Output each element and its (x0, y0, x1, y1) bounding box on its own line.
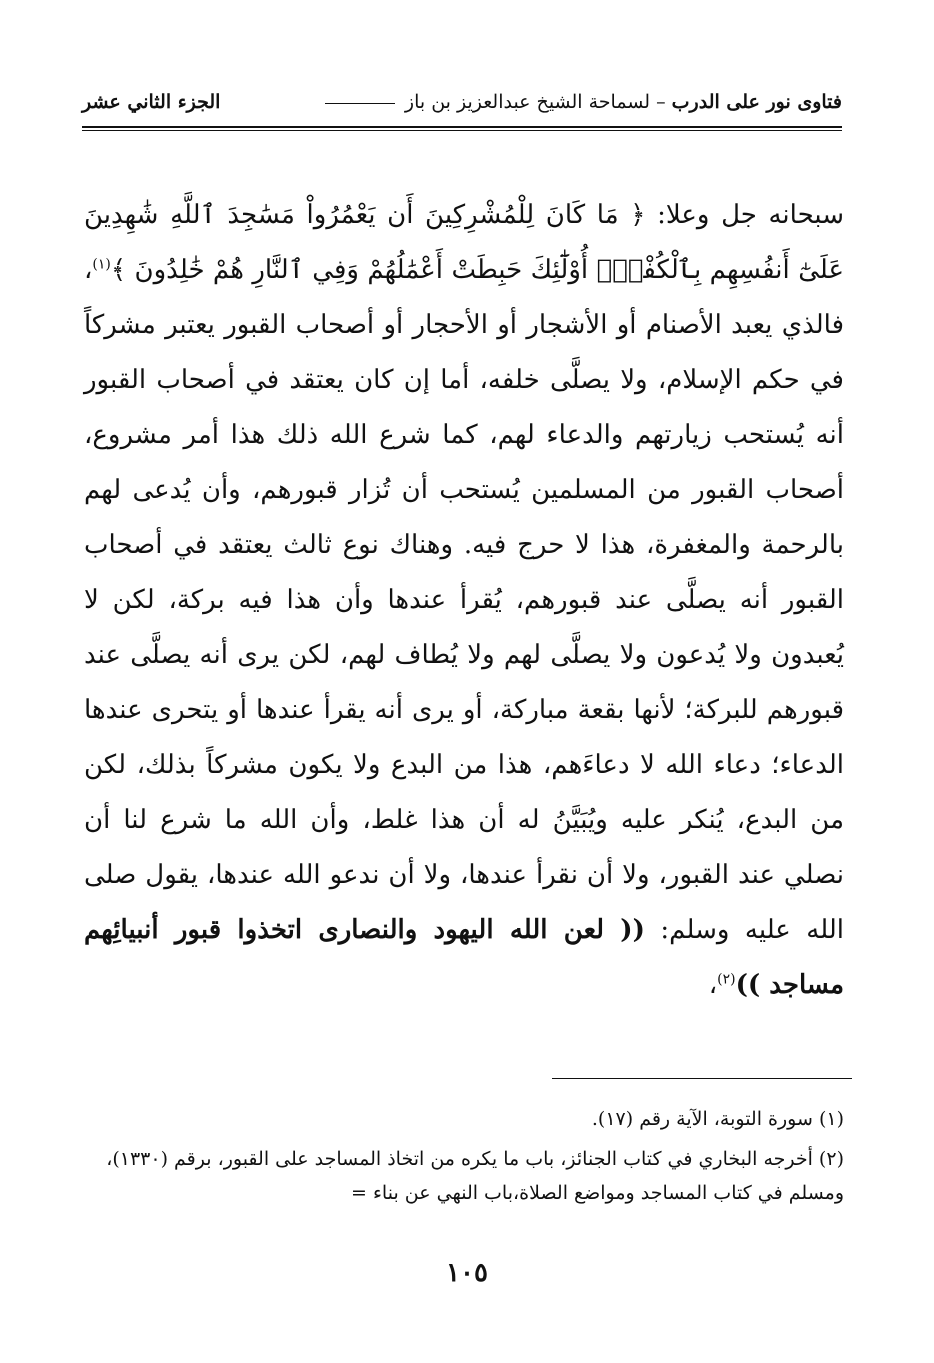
footnote-2: (٢) أخرجه البخاري في كتاب الجنائز، باب ما يكره من اتخاذ المساجد على القبور، برقم (١٣٣٠)، ومسلم في كتاب المساجد ومواضع الصلاة،باب النهي عن بناء = (106, 1148, 844, 1204)
header-rule (82, 126, 842, 128)
lead-text: سبحانه جل وعلا: (645, 200, 844, 230)
body-text: ، فالذي يعبد الأصنام أو الأشجار أو الأحجار أو أصحاب القبور يعتبر مشركاً في حكم الإسلام، ولا يصلَّى خلفه، أما إن كان يعتقد في أصحاب القبور أنه يُستحب زيارتهم والدعاء لهم، كما شرع الله ذلك هذا أمر مشروع، أصحاب القبور من المسلمين يُستحب أن تُزار قبورهم، وأن يُدعى لهم بالرحمة والمغفرة، هذا لا حرج فيه. وهناك نوع ثالث يعتقد في أصحاب القبور أنه يصلَّى عند قبورهم، يُقرأ عندها وأن هذا فيه بركة، لكن لا يُعبدون ولا يُدعون ولا يصلَّى لهم ولا يُطاف لهم، لكن يرى أنه يصلَّى عند قبورهم للبركة؛ لأنها بقعة مباركة، أو يرى أنه يقرأ عندها أو يتحرى عندها الدعاء؛ دعاء الله لا دعاءَهم، هذا من البدع ولا يكون مشركاً بذلك، لكن من البدع، يُنكر عليه ويُبَيَّنُ له أن هذا غلط، وأن الله ما شرع لنا أن نصلي عند القبور، ولا أن نقرأ عندها، ولا أن ندعو الله عندها، يقول صلى الله عليه وسلم: (84, 255, 844, 945)
hadith-quote: (( لعن الله اليهود والنصارى اتخذوا قبور أنبيائِهم مساجد )) (84, 915, 844, 1000)
footnote-rule (552, 1078, 852, 1079)
quran-verse: ﴿ مَا كَانَ لِلْمُشْرِكِينَ أَن يَعْمُرُواْ مَسَٰجِدَ ٱللَّهِ شَٰهِدِينَ عَلَىٰٓ أَنفُسِهِم بِٱلْكُفْرِۚ أُوْلَٰٓئِكَ حَبِطَتْ أَعْمَٰلُهُمْ وَفِي ٱلنَّارِ هُمْ خَٰلِدُونَ ﴾ (84, 200, 844, 285)
end-punctuation: ، (708, 970, 718, 1000)
footnote-1: (١) سورة التوبة، الآية رقم (١٧). (591, 1108, 844, 1130)
header-separator: – (656, 91, 666, 113)
book-title: فتاوى نور على الدرب (671, 91, 842, 113)
page-number: ١٠٥ (446, 1258, 488, 1288)
footnote-ref-2[interactable]: (٢) (717, 971, 736, 988)
footnotes (84, 1102, 844, 1216)
footnote-ref-1[interactable]: (١) (92, 256, 111, 273)
author-name: لسماحة الشيخ عبدالعزيز بن باز (404, 91, 651, 113)
volume-label: الجزء الثاني عشر (82, 91, 221, 113)
header-title-group (321, 91, 842, 113)
header-rule-thin (82, 130, 842, 131)
paragraph (84, 188, 844, 1013)
main-text (84, 188, 844, 1013)
header-dash-line (325, 103, 395, 104)
running-header (82, 82, 842, 122)
